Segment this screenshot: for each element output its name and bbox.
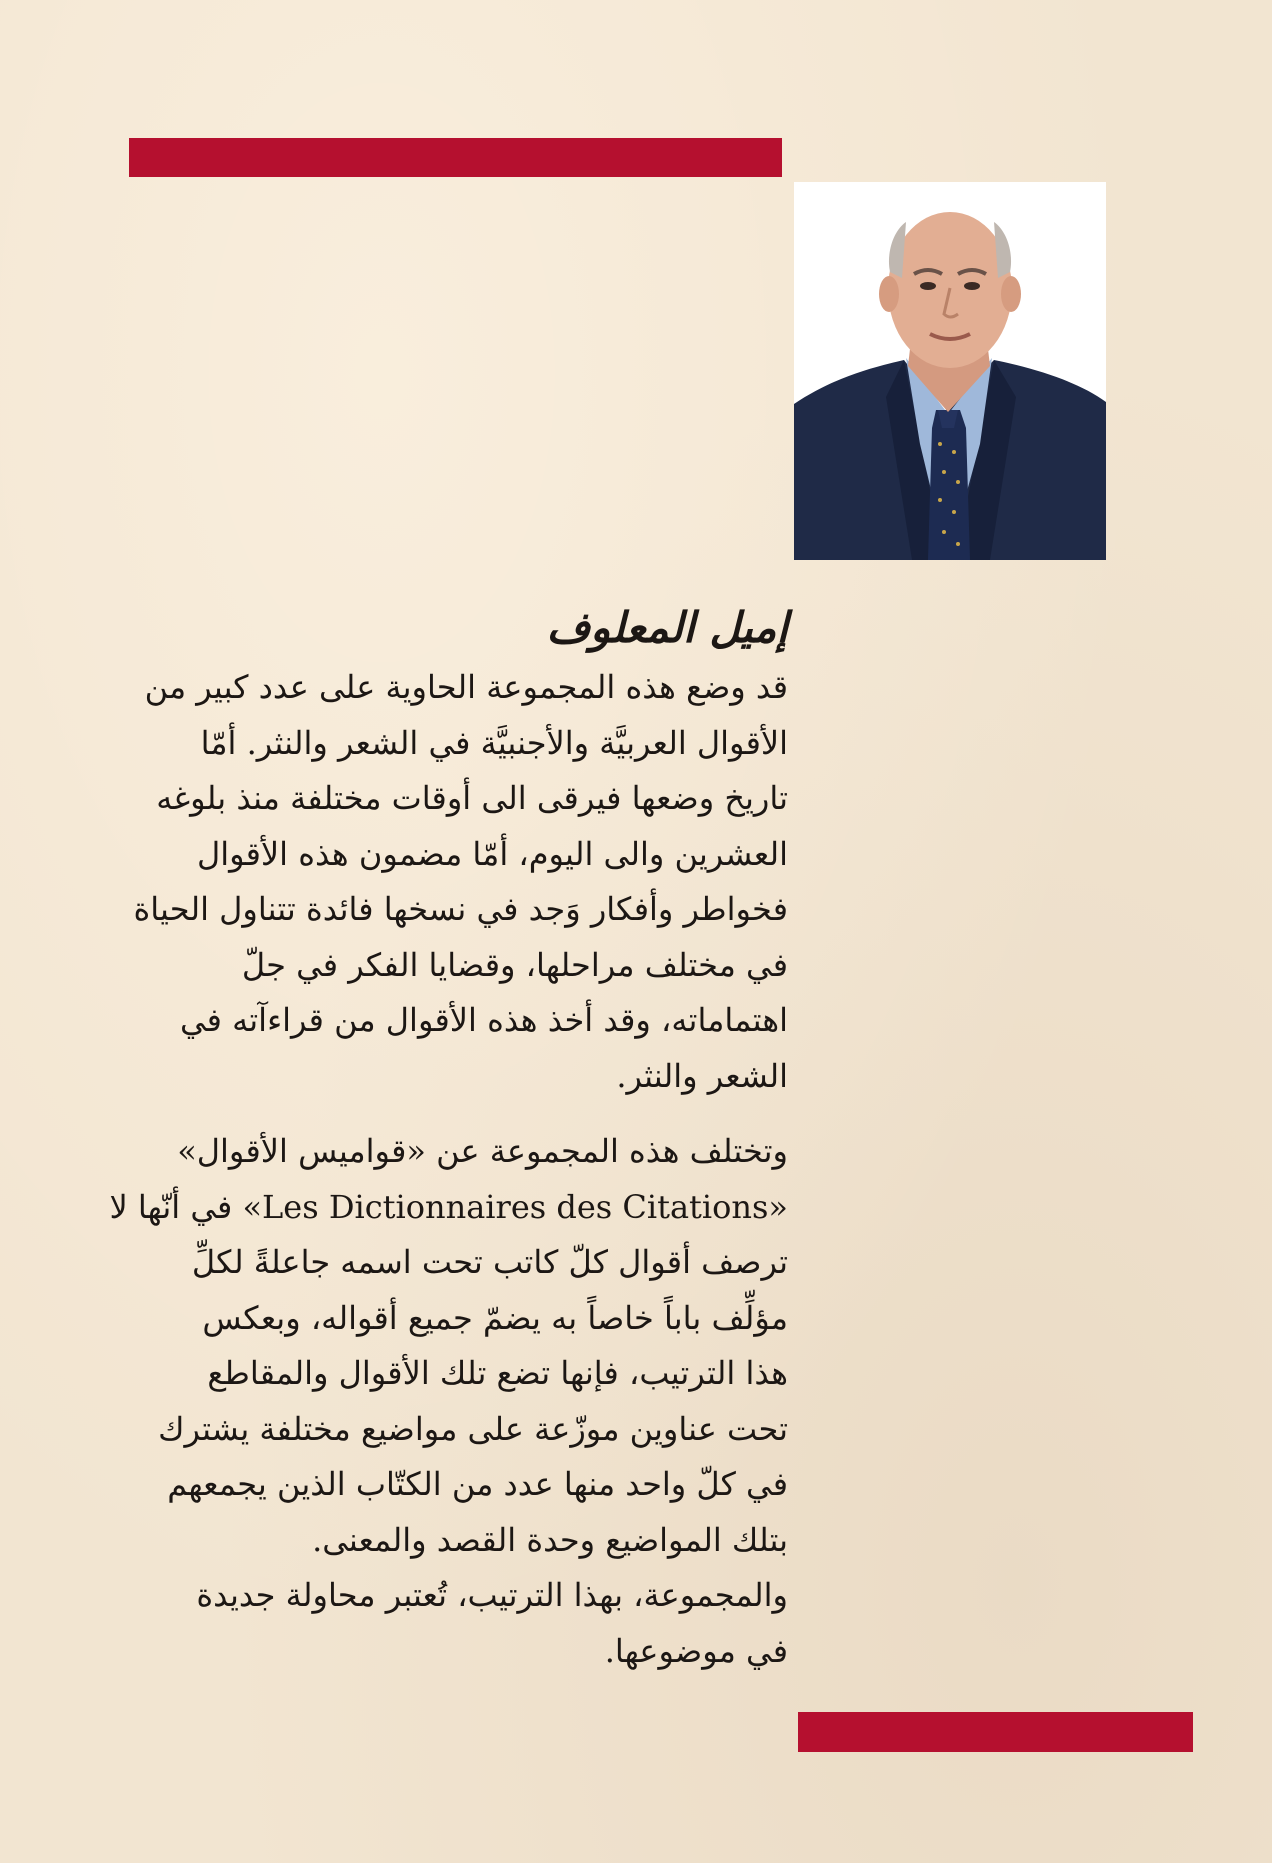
- description-line: في موضوعها.: [604, 1631, 788, 1670]
- author-name: إميل المعلوف: [546, 603, 788, 652]
- description-line: بتلك المواضيع وحدة القصد والمعنى.: [312, 1520, 788, 1559]
- bio-line: قد وضع هذه المجموعة الحاوية على عدد كبير من: [144, 668, 788, 706]
- description-line: هذا الترتيب، فإنها تضع تلك الأقوال والمقاطع: [207, 1354, 788, 1392]
- bio-line: الأقوال العربيَّة والأجنبيَّة في الشعر والنثر. أمّا: [200, 723, 788, 762]
- description-line: «Les Dictionnaires des Citations» في أنّها لا: [109, 1187, 788, 1226]
- bio-line: تاريخ وضعها فيرقى الى أوقات مختلفة منذ بلوغه: [156, 779, 788, 817]
- bio-line: الشعر والنثر.: [616, 1056, 788, 1095]
- bio-line: اهتماماته، وقد أخذ هذه الأقوال من قراءآته في: [179, 1001, 788, 1039]
- description-line: وتختلف هذه المجموعة عن «قواميس الأقوال»: [177, 1132, 788, 1170]
- description-paragraph: [109, 1124, 788, 1679]
- description-line: تحت عناوين موزّعة على مواضيع مختلفة يشترك: [158, 1409, 788, 1448]
- bio-line: فخواطر وأفكار وَجد في نسخها فائدة تتناول الحياة: [133, 890, 788, 928]
- description-line: ترصف أقوال كلّ كاتب تحت اسمه جاعلةً لكلِّ: [191, 1243, 788, 1281]
- description-line: مؤلِّف باباً خاصاً به يضمّ جميع أقواله، وبعكس: [202, 1298, 788, 1337]
- author-photo: [794, 182, 1106, 560]
- top-accent-bar: [129, 138, 782, 177]
- description-line: في كلّ واحد منها عدد من الكتّاب الذين يجمعهم: [167, 1465, 788, 1503]
- description-line: والمجموعة، بهذا الترتيب، تُعتبر محاولة جديدة: [196, 1576, 788, 1614]
- bio-line: العشرين والى اليوم، أمّا مضمون هذه الأقوال: [196, 834, 788, 873]
- bio-paragraph: [128, 660, 788, 1104]
- bio-line: في مختلف مراحلها، وقضايا الفكر في جلّ: [241, 945, 788, 984]
- bottom-accent-bar: [798, 1712, 1193, 1752]
